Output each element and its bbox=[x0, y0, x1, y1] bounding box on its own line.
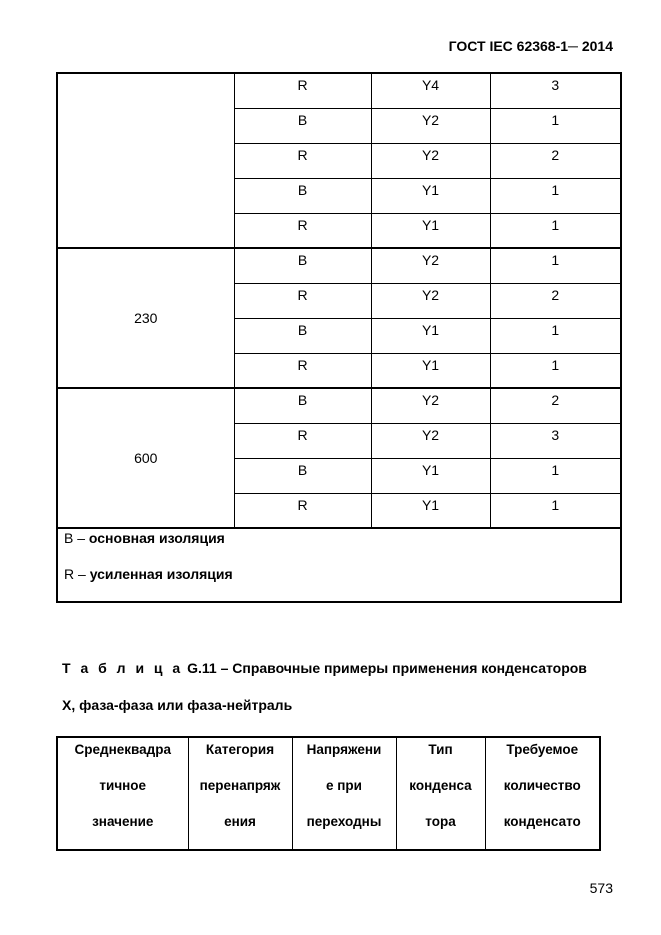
column-header-line: Категория bbox=[205, 742, 275, 757]
category-cell: Y2 bbox=[371, 283, 490, 318]
insulation-cell: B bbox=[234, 388, 371, 423]
page-number: 573 bbox=[589, 880, 613, 896]
column-header-line: тора bbox=[425, 814, 456, 829]
column-header-line: переходны bbox=[306, 814, 382, 829]
column-header-line: ения bbox=[224, 814, 256, 829]
count-cell: 2 bbox=[490, 143, 621, 178]
legend-code: B – bbox=[64, 530, 89, 546]
legend-text: основная изоляция bbox=[88, 530, 225, 546]
column-header bbox=[485, 737, 600, 850]
capacitor-table-header bbox=[56, 736, 601, 851]
column-header-line: количество bbox=[503, 778, 581, 793]
legend-item bbox=[64, 565, 620, 583]
table-caption bbox=[62, 660, 587, 676]
category-cell: Y2 bbox=[371, 388, 490, 423]
legend-text: усиленная изоляция bbox=[89, 566, 233, 582]
category-cell: Y2 bbox=[371, 143, 490, 178]
count-cell: 3 bbox=[490, 73, 621, 108]
column-header bbox=[396, 737, 485, 850]
category-cell: Y1 bbox=[371, 353, 490, 388]
column-header-line: Требуемое bbox=[506, 742, 579, 757]
insulation-cell: B bbox=[234, 458, 371, 493]
legend-code: R – bbox=[64, 566, 90, 582]
insulation-cell: R bbox=[234, 353, 371, 388]
count-cell: 1 bbox=[490, 353, 621, 388]
table-row bbox=[57, 388, 621, 423]
legend-item bbox=[64, 529, 620, 547]
insulation-cell: R bbox=[234, 213, 371, 248]
table-caption-line2: X, фаза-фаза или фаза-нейтраль bbox=[62, 697, 293, 713]
insulation-cell: B bbox=[234, 248, 371, 283]
count-cell: 1 bbox=[490, 458, 621, 493]
column-header-line: перенапряж bbox=[199, 778, 281, 793]
legend-cell bbox=[57, 528, 621, 602]
count-cell: 1 bbox=[490, 493, 621, 528]
column-header bbox=[57, 737, 188, 850]
category-cell: Y1 bbox=[371, 318, 490, 353]
column-header bbox=[188, 737, 292, 850]
insulation-cell: R bbox=[234, 423, 371, 458]
category-cell: Y4 bbox=[371, 73, 490, 108]
insulation-cell: R bbox=[234, 143, 371, 178]
category-cell: Y1 bbox=[371, 213, 490, 248]
count-cell: 2 bbox=[490, 283, 621, 318]
column-header-line: конденсато bbox=[503, 814, 581, 829]
column-header-line: Напряжени bbox=[306, 742, 382, 757]
category-cell: Y1 bbox=[371, 178, 490, 213]
column-header-line: конденса bbox=[409, 778, 472, 793]
insulation-cell: R bbox=[234, 493, 371, 528]
voltage-cell: 600 bbox=[57, 388, 234, 528]
insulation-cell: B bbox=[234, 108, 371, 143]
insulation-table bbox=[56, 72, 622, 603]
category-cell: Y2 bbox=[371, 108, 490, 143]
category-cell: Y2 bbox=[371, 423, 490, 458]
count-cell: 1 bbox=[490, 213, 621, 248]
category-cell: Y1 bbox=[371, 493, 490, 528]
legend-row bbox=[57, 528, 621, 602]
count-cell: 1 bbox=[490, 248, 621, 283]
count-cell: 1 bbox=[490, 318, 621, 353]
column-header-line: Тип bbox=[428, 742, 453, 757]
document-header: ГОСТ IEC 62368-1─ 2014 bbox=[448, 38, 613, 54]
column-header bbox=[292, 737, 396, 850]
table-caption-label: Т а б л и ц а bbox=[62, 660, 184, 676]
insulation-cell: B bbox=[234, 178, 371, 213]
column-header-line: е при bbox=[326, 778, 362, 793]
column-header-line: значение bbox=[92, 814, 154, 829]
column-header-line: тичное bbox=[99, 778, 147, 793]
table-row bbox=[57, 248, 621, 283]
count-cell: 3 bbox=[490, 423, 621, 458]
category-cell: Y1 bbox=[371, 458, 490, 493]
insulation-cell: B bbox=[234, 318, 371, 353]
voltage-cell: 230 bbox=[57, 248, 234, 388]
count-cell: 1 bbox=[490, 108, 621, 143]
column-header-line: Среднеквадра bbox=[74, 742, 171, 757]
table-caption-title: G.11 – Справочные примеры применения конденсаторов bbox=[183, 660, 587, 676]
voltage-cell bbox=[57, 73, 234, 248]
table-row bbox=[57, 73, 621, 108]
category-cell: Y2 bbox=[371, 248, 490, 283]
count-cell: 2 bbox=[490, 388, 621, 423]
insulation-cell: R bbox=[234, 73, 371, 108]
count-cell: 1 bbox=[490, 178, 621, 213]
insulation-cell: R bbox=[234, 283, 371, 318]
